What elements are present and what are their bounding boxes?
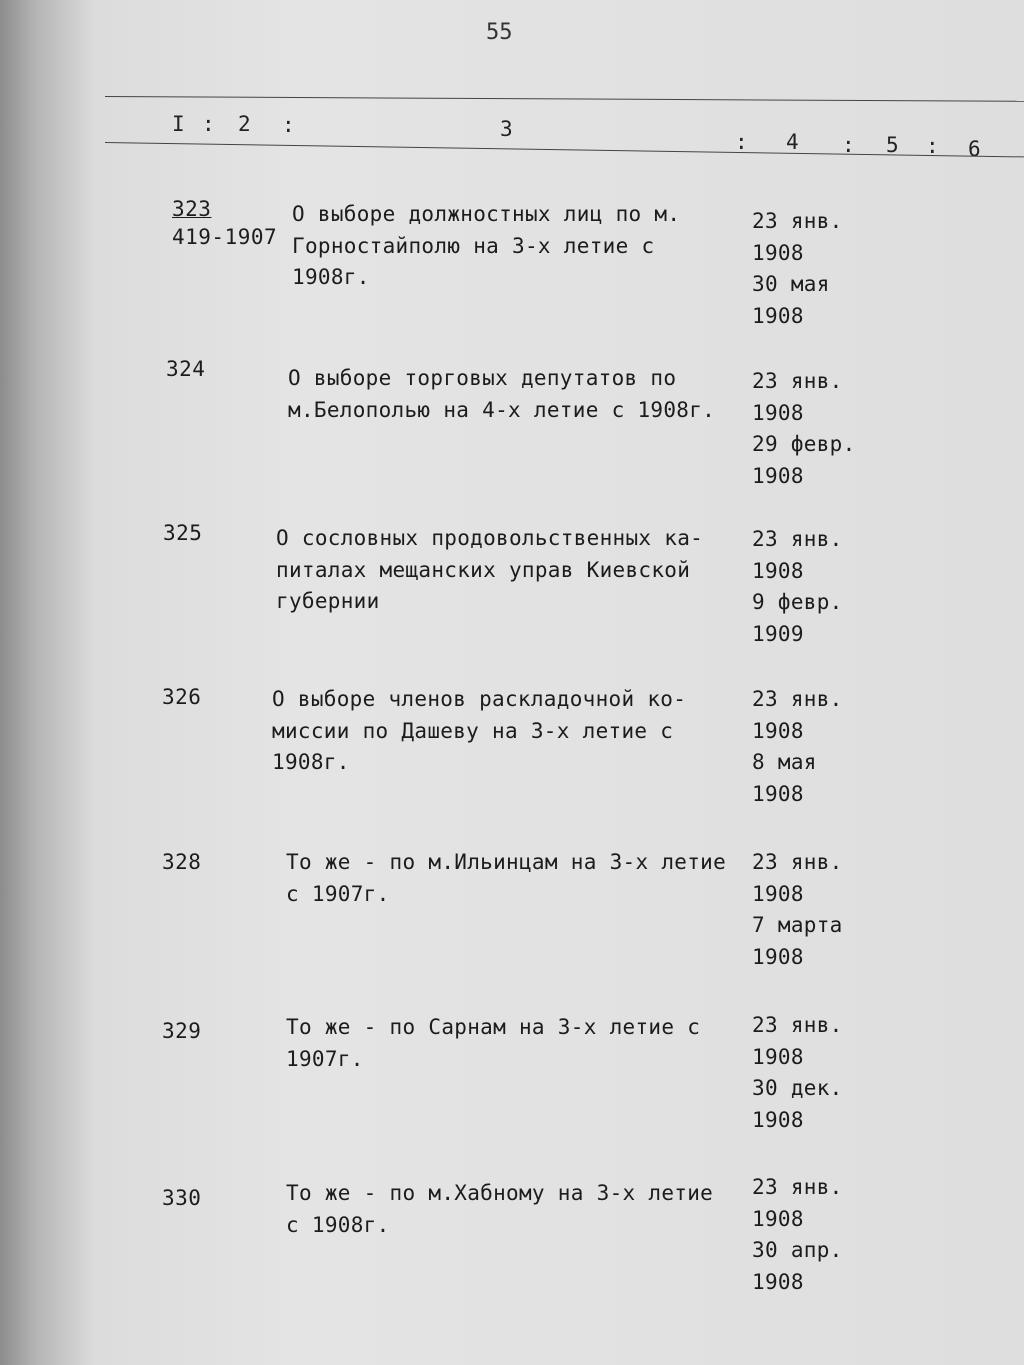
- record-description: То же - по м.Ильинцам на 3-х летие с 1907г.: [286, 850, 727, 906]
- record-dates: 23 янв. 1908 30 апр. 1908: [752, 1175, 843, 1294]
- column-header-4: 4: [786, 130, 801, 154]
- record-dates: 23 янв. 1908 30 мая 1908: [752, 209, 843, 328]
- column-separator: :: [735, 130, 750, 154]
- record-dates: 23 янв. 1908 30 дек. 1908: [752, 1013, 843, 1132]
- column-separator: :: [842, 133, 857, 157]
- record-number: [162, 850, 201, 874]
- record-description: О выборе торговых депутатов по м.Белополью на 4-х летие с 1908г.: [288, 366, 716, 422]
- record-number: [166, 357, 205, 381]
- column-separator: :: [282, 113, 297, 137]
- record-description: То же - по Сарнам на 3-х летие с 1907г.: [286, 1015, 701, 1071]
- record-number-primary: 324: [166, 357, 206, 381]
- column-header-5: 5: [886, 133, 901, 157]
- column-header-6: 6: [968, 137, 983, 161]
- record-number-primary: 330: [162, 1186, 202, 1210]
- record-number-primary: 323: [172, 197, 212, 221]
- page-number: 55: [486, 20, 513, 45]
- record-number-primary: 325: [163, 521, 203, 545]
- record-number-primary: 328: [162, 850, 202, 874]
- record-description: О выборе членов раскладочной ко- миссии по Дашеву на 3-х летие с 1908г.: [272, 687, 687, 774]
- column-header-3: 3: [500, 117, 515, 141]
- record-dates: 23 янв. 1908 7 марта 1908: [752, 850, 843, 969]
- record-description: О сословных продовольственных ка- питалах мещанских управ Киевской губернии: [276, 526, 704, 613]
- record-number-primary: 329: [162, 1019, 202, 1043]
- record-number: [162, 1019, 201, 1043]
- header-top-rule: [105, 96, 1024, 102]
- record-number-secondary: 419-1907: [172, 225, 278, 249]
- record-description: То же - по м.Хабному на 3-х летие с 1908г.: [286, 1181, 714, 1237]
- column-separator: :: [926, 134, 941, 158]
- record-dates: 23 янв. 1908 8 мая 1908: [752, 687, 843, 806]
- record-number: [172, 197, 277, 249]
- record-number-primary: 326: [162, 685, 202, 709]
- column-header-2: 2: [238, 112, 253, 136]
- record-number: [162, 685, 201, 709]
- column-header-1: I: [172, 112, 187, 136]
- record-dates: 23 янв. 1908 29 февр. 1908: [752, 369, 856, 488]
- record-description: О выборе должностных лиц по м. Горностайполю на 3-х летие с 1908г.: [292, 202, 681, 289]
- record-dates: 23 янв. 1908 9 февр. 1909: [752, 527, 843, 646]
- column-separator: :: [202, 112, 217, 136]
- record-number: [163, 521, 202, 545]
- record-number: [162, 1186, 201, 1210]
